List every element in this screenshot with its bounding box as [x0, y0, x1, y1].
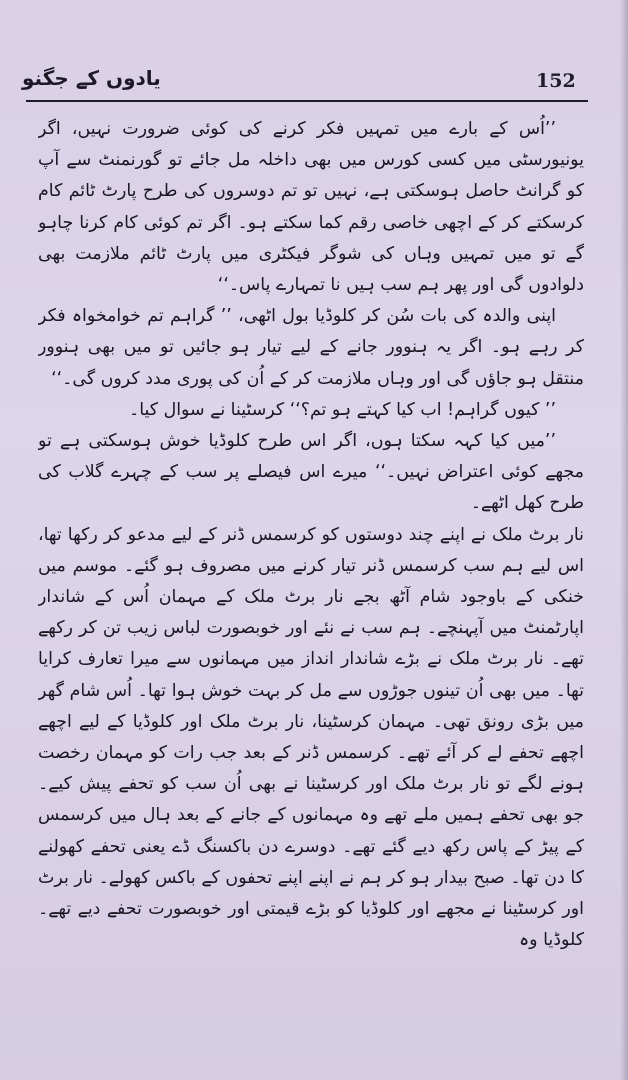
paragraph-3: ’’ کیوں گراہم! اب کیا کہتے ہو تم؟‘‘ کرسٹینا نے سوال کیا۔ [129, 399, 556, 420]
book-title: یادوں کے جگنو [22, 66, 161, 90]
page-number: 152 [536, 70, 576, 92]
page-body-text [38, 114, 584, 1062]
paragraph-1: ’’اُس کے بارے میں تمہیں فکر کرنے کی کوئی ضرورت نہیں، اگر یونیورسٹی میں کسی کورس میں بھی داخلہ مل جائے تو گورنمنٹ سے آپ کو گرانٹ حاصل ہوسکتی ہے، نہیں تو تم دوسروں کی طرح پارٹ ٹائم کام کرسکتے کر کے اچھی خاصی رقم کما سکتے ہو۔ اگر تم کوئی کام کرنا چاہو گے تو میں تمہیں وہاں کی شوگر فیکٹری میں پارٹ ٹائم ملازمت بھی دلوادوں گی اور پھر ہم سب ہیں نا تمہارے پاس۔‘‘ [38, 119, 584, 296]
paragraph-2: اپنی والدہ کی بات سُن کر کلوڈیا بول اٹھی، ’’ گراہم تم خوامخواہ فکر کر رہے ہو۔ اگر یہ ہنوور جانے کے لیے تیار ہو جائیں تو میں بھی ہنوور منتقل ہو جاؤں گی اور وہاں ملازمت کر کے اُن کی پوری مدد کروں گی۔‘‘ [38, 306, 584, 389]
scan-shadow-edge [620, 0, 628, 1080]
paragraph-5: نار برٹ ملک نے اپنے چند دوستوں کو کرسمس ڈنر کے لیے مدعو کر رکھا تھا، اس لیے ہم سب کرسمس ڈنر تیار کرنے میں مصروف ہو گئے۔ موسم میں خنکی کے باوجود شام آٹھ بجے نار برٹ ملک کے مہمان اُس کے شاندار اپارٹمنٹ میں آپہنچے۔ ہم سب نے نئے اور خوبصورت لباس زیب تن کر رکھے تھے۔ نار برٹ ملک نے بڑے شاندار انداز میں مہمانوں سے میرا تعارف کرایا تھا۔ میں بھی اُن تینوں جوڑوں سے مل کر بہت خوش ہوا تھا۔ اُس شام گھر میں بڑی رونق تھی۔ مہمان کرسٹینا، نار برٹ ملک اور کلوڈیا کے لیے اچھے اچھے تحفے لے کر آئے تھے۔ کرسمس ڈنر کے بعد جب رات کو مہمان رخصت ہونے لگے تو نار برٹ ملک اور کرسٹینا نے بھی اُن سب کو تحفے پیش کیے۔ جو بھی تحفے ہمیں ملے تھے وہ مہمانوں کے جانے کے بعد ہال میں کرسمس کے پیڑ کے پاس رکھ دیے گئے تھے۔ دوسرے دن باکسنگ ڈے یعنی تحفے کھولنے کا دن تھا۔ صبح بیدار ہو کر ہم نے اپنے اپنے تحفوں کے باکس کھولے۔ نار برٹ اور کرسٹینا نے مجھے اور کلوڈیا کو بڑے قیمتی اور خوبصورت تحفے دیے تھے۔ کلوڈیا وہ [38, 524, 584, 951]
paragraph-4: ’’میں کیا کہہ سکتا ہوں، اگر اس طرح کلوڈیا خوش ہوسکتی ہے تو مجھے کوئی اعتراض نہیں۔‘‘ میرے اس فیصلے پر سب کے چہرے گلاب کی طرح کھل اٹھے۔ [38, 431, 584, 514]
